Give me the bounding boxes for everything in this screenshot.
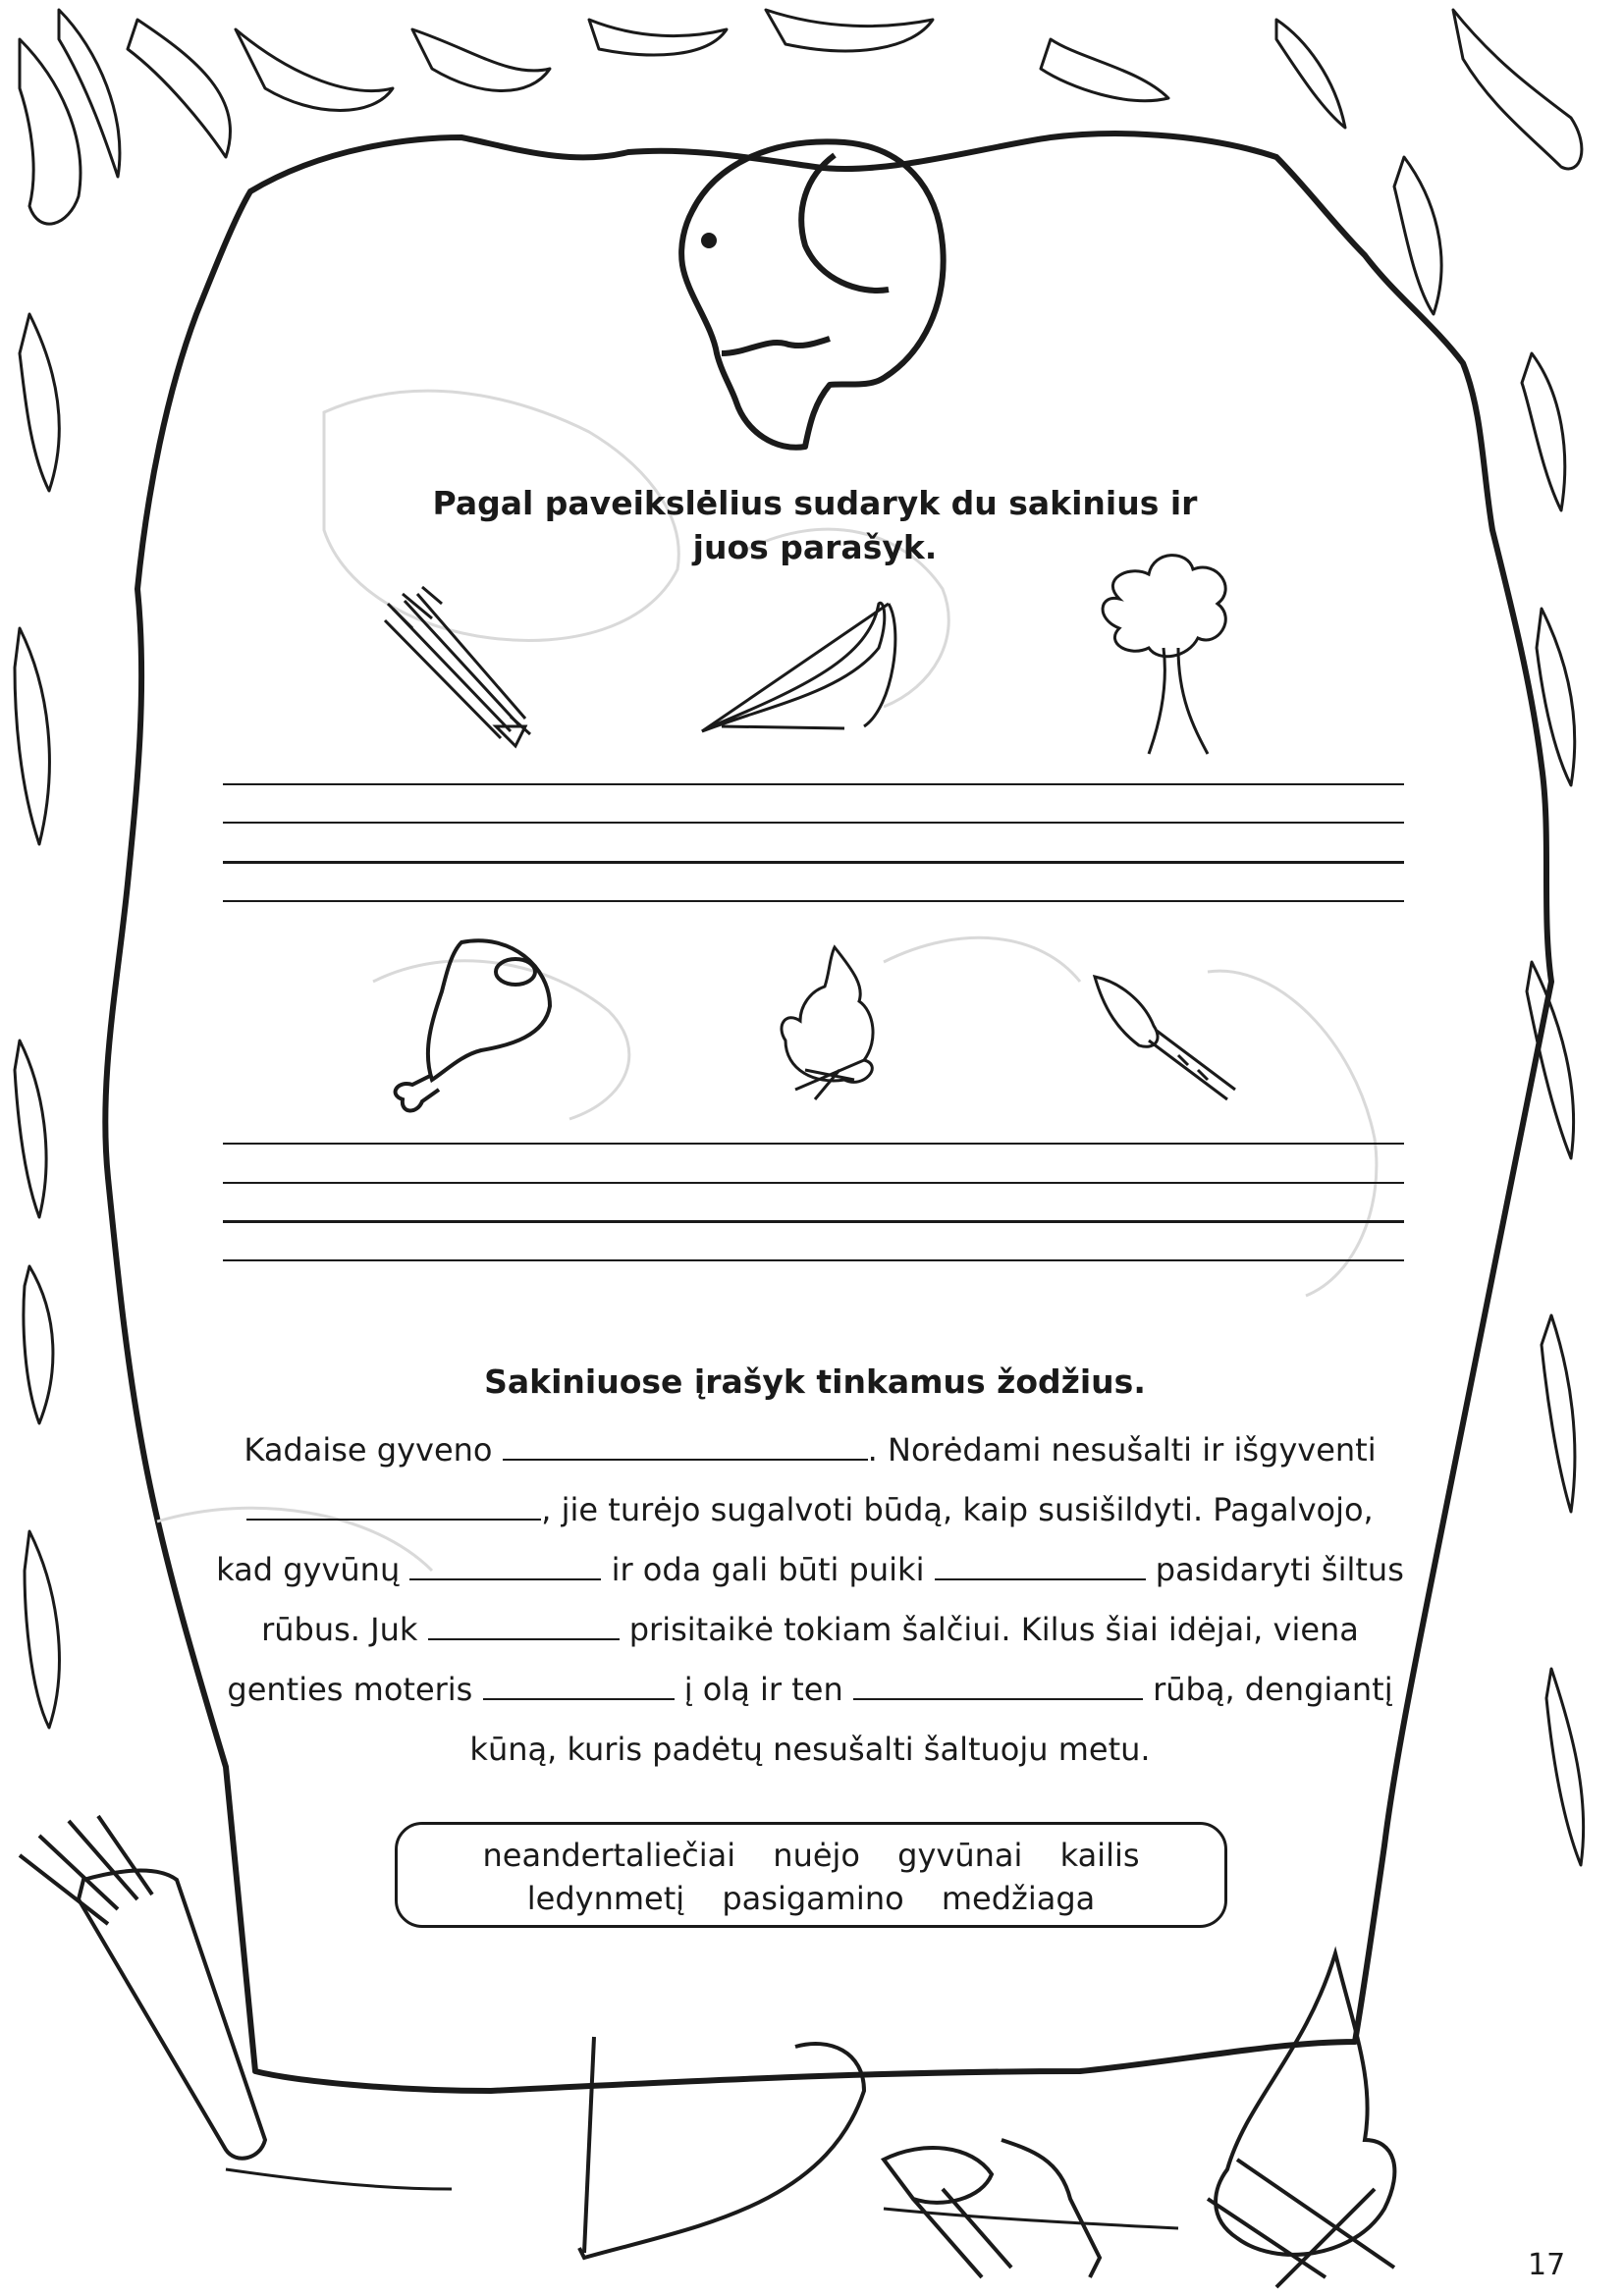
word-bank-item: gyvūnai (897, 1837, 1023, 1874)
campfire-icon (782, 947, 873, 1099)
task1-title (412, 481, 1218, 569)
paragraph-line-1: Kadaise gyveno . Norėdami nesušalti ir išgyventi (196, 1420, 1424, 1480)
fill-in-paragraph (196, 1420, 1424, 1780)
spear-head-icon (1095, 977, 1235, 1099)
task1-title-line2: juos parašyk. (692, 528, 938, 566)
blank-7[interactable] (853, 1667, 1143, 1700)
blank-2[interactable] (246, 1487, 541, 1521)
task2-title: Sakiniuose įrašyk tinkamus žodžius. (484, 1362, 1146, 1401)
quiver-icon (20, 1816, 265, 2159)
bottom-bow-icon (579, 2037, 864, 2258)
cave-frame-outline (105, 133, 1551, 2091)
blank-3[interactable] (409, 1547, 601, 1580)
writing-line[interactable] (223, 1220, 1404, 1223)
arrows-icon (385, 587, 530, 746)
page-number: 17 (1528, 2248, 1566, 2282)
paragraph-line-4: rūbus. Juk prisitaikė tokiam šalčiui. Kilus šiai idėjai, viena (196, 1600, 1424, 1660)
task1-title-line1: Pagal paveikslėlius sudaryk du sakinius ir (432, 484, 1198, 522)
paragraph-line-5: genties moteris į olą ir ten rūbą, dengiantį (196, 1660, 1424, 1720)
axe-icon (884, 2140, 1100, 2277)
writing-line[interactable] (223, 900, 1404, 902)
paragraph-line-6: kūną, kuris padėtų nesušalti šaltuoju metu. (469, 1731, 1151, 1768)
word-bank-item: pasigamino (722, 1880, 904, 1917)
paragraph-line-3: kad gyvūnų ir oda gali būti puiki pasidaryti šiltus (196, 1540, 1424, 1600)
word-bank-item: neandertaliečiai (482, 1837, 736, 1874)
writing-line[interactable] (223, 822, 1404, 824)
elephant-icon (681, 141, 944, 447)
tree-icon (1103, 556, 1225, 754)
paragraph-line-2: , jie turėjo sugalvoti būdą, kaip susišildyti. Pagalvojo, (196, 1480, 1424, 1540)
word-bank-item: nuėjo (773, 1837, 860, 1874)
word-bank-item: kailis (1059, 1837, 1140, 1874)
writing-line[interactable] (223, 861, 1404, 864)
big-fire-icon (1208, 1953, 1394, 2287)
bow-icon (702, 603, 895, 731)
word-bank-item: ledynmetį (526, 1880, 685, 1917)
word-bank (395, 1822, 1227, 1928)
writing-line[interactable] (223, 783, 1404, 785)
blank-1[interactable] (503, 1427, 868, 1461)
blank-4[interactable] (935, 1547, 1146, 1580)
writing-line[interactable] (223, 1259, 1404, 1261)
writing-line[interactable] (223, 1143, 1404, 1145)
word-bank-row-1 (398, 1834, 1224, 1877)
blank-6[interactable] (483, 1667, 675, 1700)
writing-line[interactable] (223, 1182, 1404, 1184)
word-bank-row-2 (398, 1877, 1224, 1920)
blank-5[interactable] (428, 1607, 620, 1640)
word-bank-item: medžiaga (941, 1880, 1096, 1917)
